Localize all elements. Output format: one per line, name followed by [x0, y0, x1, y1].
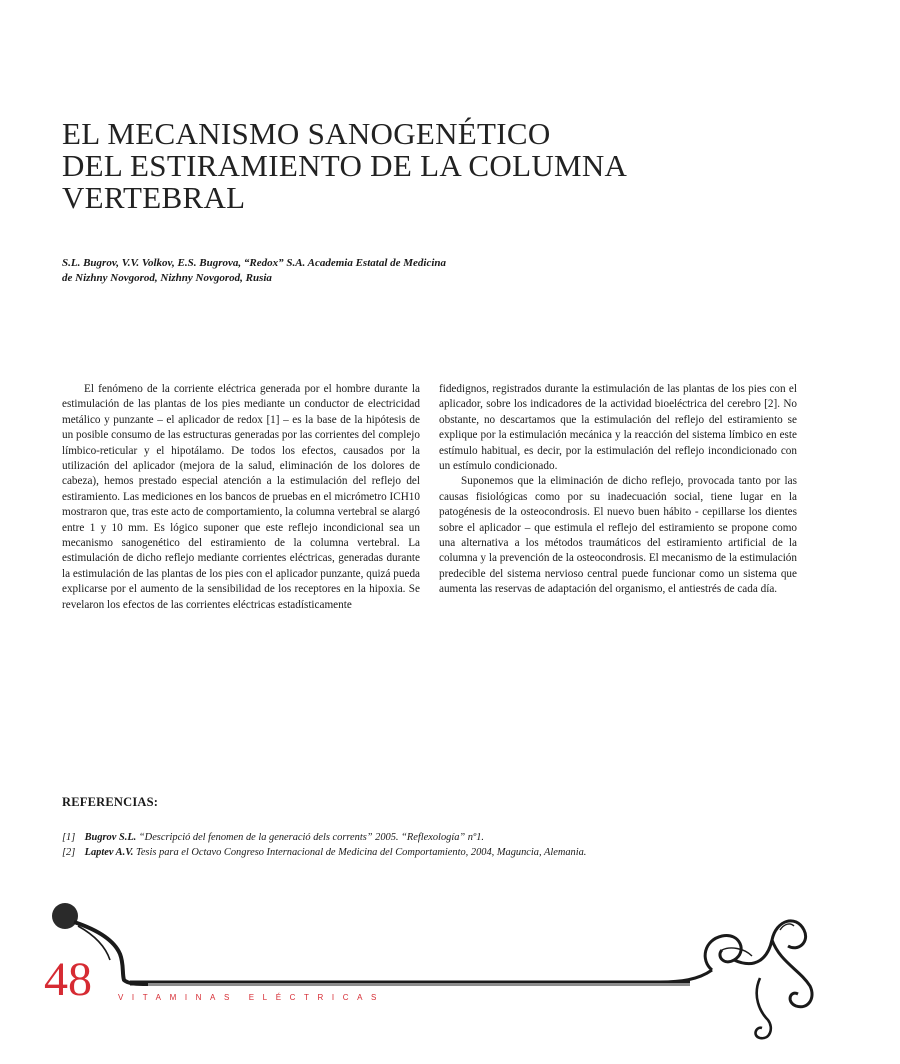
reference-text: Tesis para el Octavo Congreso Internacional de Medicina del Comportamiento, 2004, Maguncia, Alemania. [136, 847, 587, 858]
reference-number: [1] [62, 832, 76, 843]
reference-author: Bugrov S.L. [84, 832, 137, 843]
title-line: DEL ESTIRAMIENTO DE LA COLUMNA [62, 148, 628, 183]
title-line: EL MECANISMO SANOGENÉTICO [62, 116, 551, 151]
running-title: VITAMINAS ELÉCTRICAS [118, 993, 385, 1002]
body-column-left [62, 382, 420, 613]
page-number: 48 [44, 953, 92, 1006]
reference-text: “Descripció del fenomen de la generació dels corrents” 2005. “Reflexología” nº1. [138, 832, 485, 843]
footer-rule [130, 978, 690, 986]
body-paragraph: El fenómeno de la corriente eléctrica generada por el hombre durante la estimulación de las plantas de los pies mediante un conductor de electricidad metálico y punzante – el aplicador de redox [1] – es la base de la hipótesis de un posible consumo de las estructuras generadas por las corrientes del complejo límbico-reticular y el hipotálamo. De todos los efectos, causados por la utilización del aplicador (mejora de la salud, eliminación de los dolores de cabeza), hemos prestado especial atención a la estimulación del reflejo del estiramiento. Las mediciones en los bancos de pruebas en el micrómetro ICH10 mostraron que, tras este acto de comportamiento, la columna vertebral se alargó entre 1 y 10 mm. Es lógico suponer que este reflejo incondicional sea un mecanismo sanogenético del estiramiento de la columna vertebral. La estimulación de dicho reflejo mediante corrientes eléctricas, generadas durante la estimulación de las plantas de los pies con el aplicador punzante, quizá pueda explicarse por el aumento de la sensibilidad de los receptores en la hipoxia. Se revelaron los efectos de las corrientes eléctricas estadísticamente [62, 383, 420, 611]
references-heading: REFERENCIAS: [62, 795, 159, 809]
reference-item [62, 830, 822, 845]
authors-line: S.L. Bugrov, V.V. Volkov, E.S. Bugrova, “Redox” S.A. Academia Estatal de Medicina [62, 257, 447, 269]
reference-number: [2] [62, 847, 76, 858]
body-paragraph: fidedignos, registrados durante la estimulación de las plantas de los pies con el aplicador, sobre los indicadores de la actividad bioeléctrica del cerebro [2]. No obstante, no descartamos que la estimulación del reflejo del estiramiento se explique por la estimulación mecánica y la reacción del sistema límbico en este estímulo habitual, es decir, por la estimulación del reflejo incondicionado con un estímulo condicionado. [439, 383, 797, 473]
title-line: VERTEBRAL [62, 180, 246, 215]
reference-item [62, 845, 822, 860]
authors-affiliation [62, 256, 532, 286]
references-list [62, 830, 822, 860]
body-paragraph: Suponemos que la eliminación de dicho reflejo, provocada tanto por las causas fisiológicas como por su inadecuación social, tiene lugar en la patogénesis de la osteocondrosis. El nuevo buen hábito - cepillarse los dientes sobre el aplicador – que estimula el reflejo del estiramiento se propone como una alternativa a los métodos traumáticos del estiramiento artificial de la columna y la prevención de la osteocondrosis. El mecanismo de la estimulación predecible del sistema nervioso central puede funcionar como un sistema que aumenta las reservas de adaptación del organismo, el antiestrés de cada día. [439, 475, 797, 596]
flourish-ornament-icon [660, 900, 820, 1050]
reference-author: Laptev A.V. [84, 847, 134, 858]
body-column-right [439, 382, 797, 598]
article-title [62, 118, 702, 214]
authors-line: de Nizhny Novgorod, Nizhny Novgorod, Rusia [62, 272, 272, 284]
